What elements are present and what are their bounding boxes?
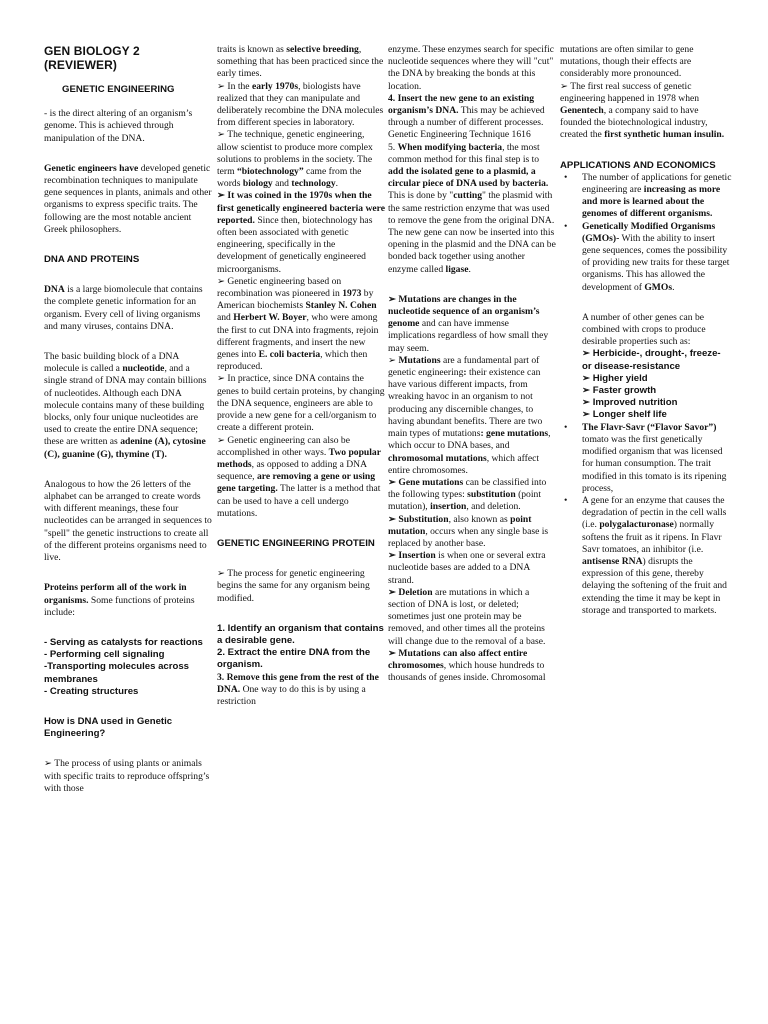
text: , as opposed to adding a DNA sequence, (217, 458, 367, 483)
text: ➢ Genetic engineering based on recombination was pioneered in (217, 275, 343, 300)
bold-text: “biotechnology” (236, 166, 304, 178)
text: One way to do this is by using a restriction (217, 683, 366, 707)
bold-text: antisense RNA (582, 555, 643, 567)
text: . (335, 178, 339, 190)
text: and (272, 178, 292, 190)
bold-text: DNA (44, 284, 65, 296)
text: ➢ (388, 354, 399, 366)
text: Since then, biotechnology has often been associated with genetic engineering, specifically in the development of genetically engineered microorganisms. (217, 214, 373, 275)
bold-text: cutting (453, 190, 482, 202)
text: , and a single strand of DNA may contain billions of nucleotides. Although each DNA molecule contains many of these building blocks, only four unique nucleotides are used to create the entire DNA sequence; these are written as (44, 363, 207, 448)
mutations-paragraph (388, 294, 556, 355)
substitution-paragraph (388, 514, 556, 551)
genentech-paragraph (560, 81, 732, 142)
bold-text: 4. Insert the new gene to an existing organism’s DNA. (388, 92, 535, 117)
list-item: - Creating structures (44, 685, 139, 697)
text: This may be achieved through a number of different processes. Genetic Engineering Technique 1616 (388, 105, 545, 141)
text: , which occur to DNA bases, and (388, 428, 551, 452)
text: The number of applications for genetic engineering are (582, 171, 732, 196)
text: ➢ In the (217, 80, 252, 92)
text: . (672, 281, 675, 293)
text: , also known as (448, 513, 511, 525)
bold-text: E. coli bacteria (258, 349, 321, 361)
bold-text: Mutations (398, 354, 441, 366)
mutations-fundamental-paragraph (388, 355, 556, 477)
bold-text: technology (291, 178, 336, 190)
list-item: - Performing cell signaling (44, 649, 165, 661)
heading-dna-proteins: DNA AND PROTEINS (44, 254, 140, 266)
analogy-paragraph: Analogous to how the 26 letters of the alphabet can be arranged to create words with different meanings, these four nucleotides can be arranged in sequences to "spell" the genetic instructions to create all of the different proteins organisms need to live. (44, 478, 212, 564)
text: and can have immense implications regardless of how small they may seem. (388, 318, 549, 354)
enzyme-paragraph: enzyme. These enzymes search for specific nucleotide sequences where they will "cut" the DNA by breaking the bonds at this location. (388, 44, 555, 92)
step-4-paragraph (388, 93, 556, 142)
practice-paragraph: ➢ In practice, since DNA contains the genes to build certain proteins, by changing the DNA sequence, engineers are able to provide a new gene for a cell/organism to create a different protein. (217, 373, 385, 434)
text: are a fundamental part of genetic engineering (388, 354, 540, 379)
text: , which house hundreds to thousands of genes inside. Chromosomal (388, 659, 546, 684)
text: , and deletion. (466, 501, 521, 513)
list-item: -Transporting molecules across membranes (44, 661, 190, 685)
early-1970s-paragraph (217, 81, 385, 130)
list-item: ➢ Longer shelf life (582, 409, 667, 421)
tomato-list (560, 422, 732, 617)
proteins-paragraph (44, 582, 214, 619)
bold-text: add the isolated gene to a plasmid, a circular piece of DNA used by bacteria. (388, 166, 549, 190)
bold-text: chromosomal mutations (388, 452, 487, 464)
bold-text: Two popular methods (217, 446, 381, 470)
text: is a large biomolecule that contains the complete genetic information for an organism. Every cell of living organisms and many viruses, contains DNA. (44, 284, 203, 332)
bold-text: Stanley N. Cohen (305, 300, 377, 312)
bold-text: are removing a gene or using gene targeting. (217, 471, 376, 495)
text: is when one or several extra nucleotide bases are added to a DNA strand. (388, 550, 546, 586)
bold-text: point mutation (388, 513, 532, 537)
text: ➢ The first real success of genetic engineering happened in 1978 when (560, 80, 700, 104)
applications-list (560, 172, 732, 294)
bold-text: selective breeding (286, 44, 359, 55)
insertion-paragraph (388, 550, 556, 587)
bold-text: ➢ Insertion (388, 550, 436, 562)
nucleotide-paragraph (44, 351, 214, 461)
bold-text: : gene mutations (480, 428, 549, 440)
coined-paragraph (217, 190, 385, 275)
text: ) normally softens the fruit as it ripens. In Flavr Savr tomatoes, an inhibitor (i.e. (582, 519, 722, 555)
text: their existence can have various different impacts, from wreaking havoc in an organism to not producing any discernible changes, to having abundant benefits. There are two main types of mutations (388, 367, 543, 440)
bold-text: ➢ Deletion (388, 586, 433, 598)
bold-text: insertion (430, 501, 467, 513)
column-3 (388, 44, 556, 684)
text: , something that has been practiced since the early times. (217, 44, 384, 80)
text: tomato was the first genetically modified organism that was licensed for human consumption. The trait modified in this tomato is its ripening process, (582, 433, 727, 494)
text: ) disrupts the expression of this gene, thereby delaying the softening of the fruit and extending the time it may be kept in storage and transported to markets. (582, 555, 727, 616)
dna-paragraph (44, 284, 214, 333)
text: A gene for an enzyme that causes the degradation of pectin in the cell walls (i.e. (582, 494, 727, 531)
text: by American biochemists (217, 288, 374, 312)
bold-text: ligase (445, 263, 469, 275)
text: are mutations in which a section of DNA is lost, or deleted; sometimes just one protein may be removed, and other times all the proteins will change due to the removal of a base. (388, 586, 546, 647)
bold-text: Proteins perform all of the work in organisms. (44, 582, 187, 606)
text: The latter is a method that can be used to have a cell undergo mutations. (217, 483, 381, 519)
text: (point mutation), (388, 489, 541, 513)
bold-text: biology (242, 178, 273, 190)
text: , a company said to have founded the biotechnological industry, created the (560, 105, 708, 141)
column-1 (44, 44, 214, 795)
text: , occurs when any single base is replaced by another base. (388, 525, 549, 549)
other-ways-paragraph (217, 435, 385, 520)
text: ➢ The technique, genetic engineering, allow scientist to produce more complex solutions to problems in the society. The term (217, 129, 373, 178)
process-begins-paragraph: ➢ The process for genetic engineering begins the same for any organism being modified. (217, 568, 370, 604)
heading-applications: APPLICATIONS AND ECONOMICS (560, 159, 716, 171)
bold-text: polygalacturonase (599, 519, 674, 531)
definition-paragraph: - is the direct altering of an organism’s genome. This is achieved through manipulation of the DNA. (44, 108, 193, 144)
text: , which then reproduced. (217, 349, 368, 373)
bold-text: nucleotide (122, 363, 165, 375)
list-item (560, 172, 732, 221)
column-2 (217, 44, 385, 708)
bold-text: ➢ Gene mutations (388, 476, 464, 488)
bold-text: increasing as more and more is learned about the genomes of different organisms. (582, 184, 721, 220)
chromosomal-effects-paragraph: mutations are often similar to gene mutations, though their effects are considerably more pronounced. (560, 44, 694, 80)
deletion-paragraph (388, 587, 556, 648)
text: Some functions of proteins include: (44, 594, 195, 618)
text: and (217, 312, 234, 324)
bold-text: ➢ Substitution (388, 513, 449, 525)
step-5-paragraph (388, 142, 556, 276)
text: With the ability to insert gene sequences, comes the possibility of providing new traits for these target organisms. This has allowed the development of (582, 232, 730, 293)
protein-functions-list (44, 637, 214, 698)
bold-text: ➢ Mutations are changes in the nucleotide sequence of an organism’s genome (388, 293, 540, 330)
bold-text: 3. Remove this gene from the rest of the DNA. (217, 671, 379, 695)
bold-text: Genetically Modified Organisms (GMOs)- (582, 220, 716, 244)
text: developed genetic recombination techniques to manipulate gene sequences in plants, animals and other organisms to express specific traits. The following are the most notable ancient Greek philosophers. (44, 162, 212, 235)
text: . (468, 263, 471, 275)
step-item: 1. Identify an organism that contains a desirable gene. (217, 622, 384, 646)
text: " the plasmid with the same restriction enzyme that was used to remove the gene from the original DNA. The new gene can now be inserted into this opening in the plasmid and the DNA can be bonded back together using another enzyme called (388, 190, 556, 275)
gene-mutations-paragraph (388, 477, 556, 514)
steps-list (217, 623, 385, 708)
bold-text: adenine (A), cytosine (C), guanine (G), thymine (T). (44, 436, 206, 460)
bold-text: ➢ It was coined in the 1970s when the first genetically engineered bacteria were reported. (217, 190, 386, 226)
column-4 (560, 44, 732, 617)
text: came from the words (217, 166, 362, 190)
process-paragraph: ➢ The process of using plants or animals with specific traits to reproduce offspring’s with those (44, 758, 210, 794)
list-item: - Serving as catalysts for reactions (44, 636, 203, 648)
step-item: 2. Extract the entire DNA from the organism. (217, 647, 371, 671)
selective-breeding-paragraph (217, 44, 385, 81)
bold-text: Genetic engineers have (44, 162, 139, 174)
bold-text: Herbert W. Boyer (233, 312, 307, 324)
list-item: ➢ Herbicide-, drought-, freeze- or disease-resistance (582, 348, 721, 372)
heading-genetic-engineering: GENETIC ENGINEERING (62, 84, 175, 95)
bold-text: ➢ Mutations can also affect entire chromosomes (388, 647, 528, 671)
other-genes-paragraph: A number of other genes can be combined with crops to produce desirable properties such as: (582, 311, 706, 348)
bold-text: When modifying bacteria (397, 141, 503, 153)
bold-text: 1973 (342, 288, 362, 300)
chromosomes-paragraph (388, 648, 556, 685)
recombination-paragraph (217, 276, 385, 374)
text: ➢ Genetic engineering can also be accomplished in other ways. (217, 434, 350, 458)
bold-text: early 1970s (251, 80, 299, 92)
list-item (560, 422, 732, 495)
text: , which affect entire chromosomes. (388, 452, 540, 476)
bold-text: Genentech (560, 105, 604, 117)
biotechnology-paragraph (217, 129, 385, 190)
bold-text: The Flavr-Savr (“Flavor Savor”) (582, 421, 717, 433)
text: , biologists have realized that they can manipulate and deliberately recombine the DNA molecules from different species in laboratory. (217, 80, 384, 129)
list-item: ➢ Higher yield (582, 372, 648, 384)
list-item (560, 221, 732, 294)
bold-text: GMOs (644, 281, 673, 293)
genetic-engineers-paragraph (44, 163, 214, 236)
list-item (560, 495, 732, 617)
step-item (217, 672, 385, 709)
text: traits is known as (217, 44, 287, 55)
heading-ge-protein: GENETIC ENGINEERING PROTEIN (217, 537, 375, 549)
text: 5. (388, 141, 398, 153)
text: can be classified into the following types: (388, 476, 547, 501)
how-dna-used-heading: How is DNA used in Genetic Engineering? (44, 715, 173, 740)
bold-text: first synthetic human insulin. (604, 129, 725, 141)
text: This is done by " (388, 190, 454, 202)
list-item: ➢ Improved nutrition (582, 397, 678, 409)
list-item: ➢ Faster growth (582, 385, 657, 397)
bold-text: : (463, 367, 467, 379)
bold-text: substitution (467, 489, 516, 501)
text: , who were among the first to cut DNA into fragments, rejoin different fragments, and insert the new genes into (217, 312, 379, 361)
text: The basic building block of a DNA molecule is called a (44, 351, 179, 375)
document-title: GEN BIOLOGY 2 (REVIEWER) (44, 44, 140, 72)
text: , the most common method for this final step is to (388, 141, 540, 165)
properties-list (560, 348, 732, 421)
